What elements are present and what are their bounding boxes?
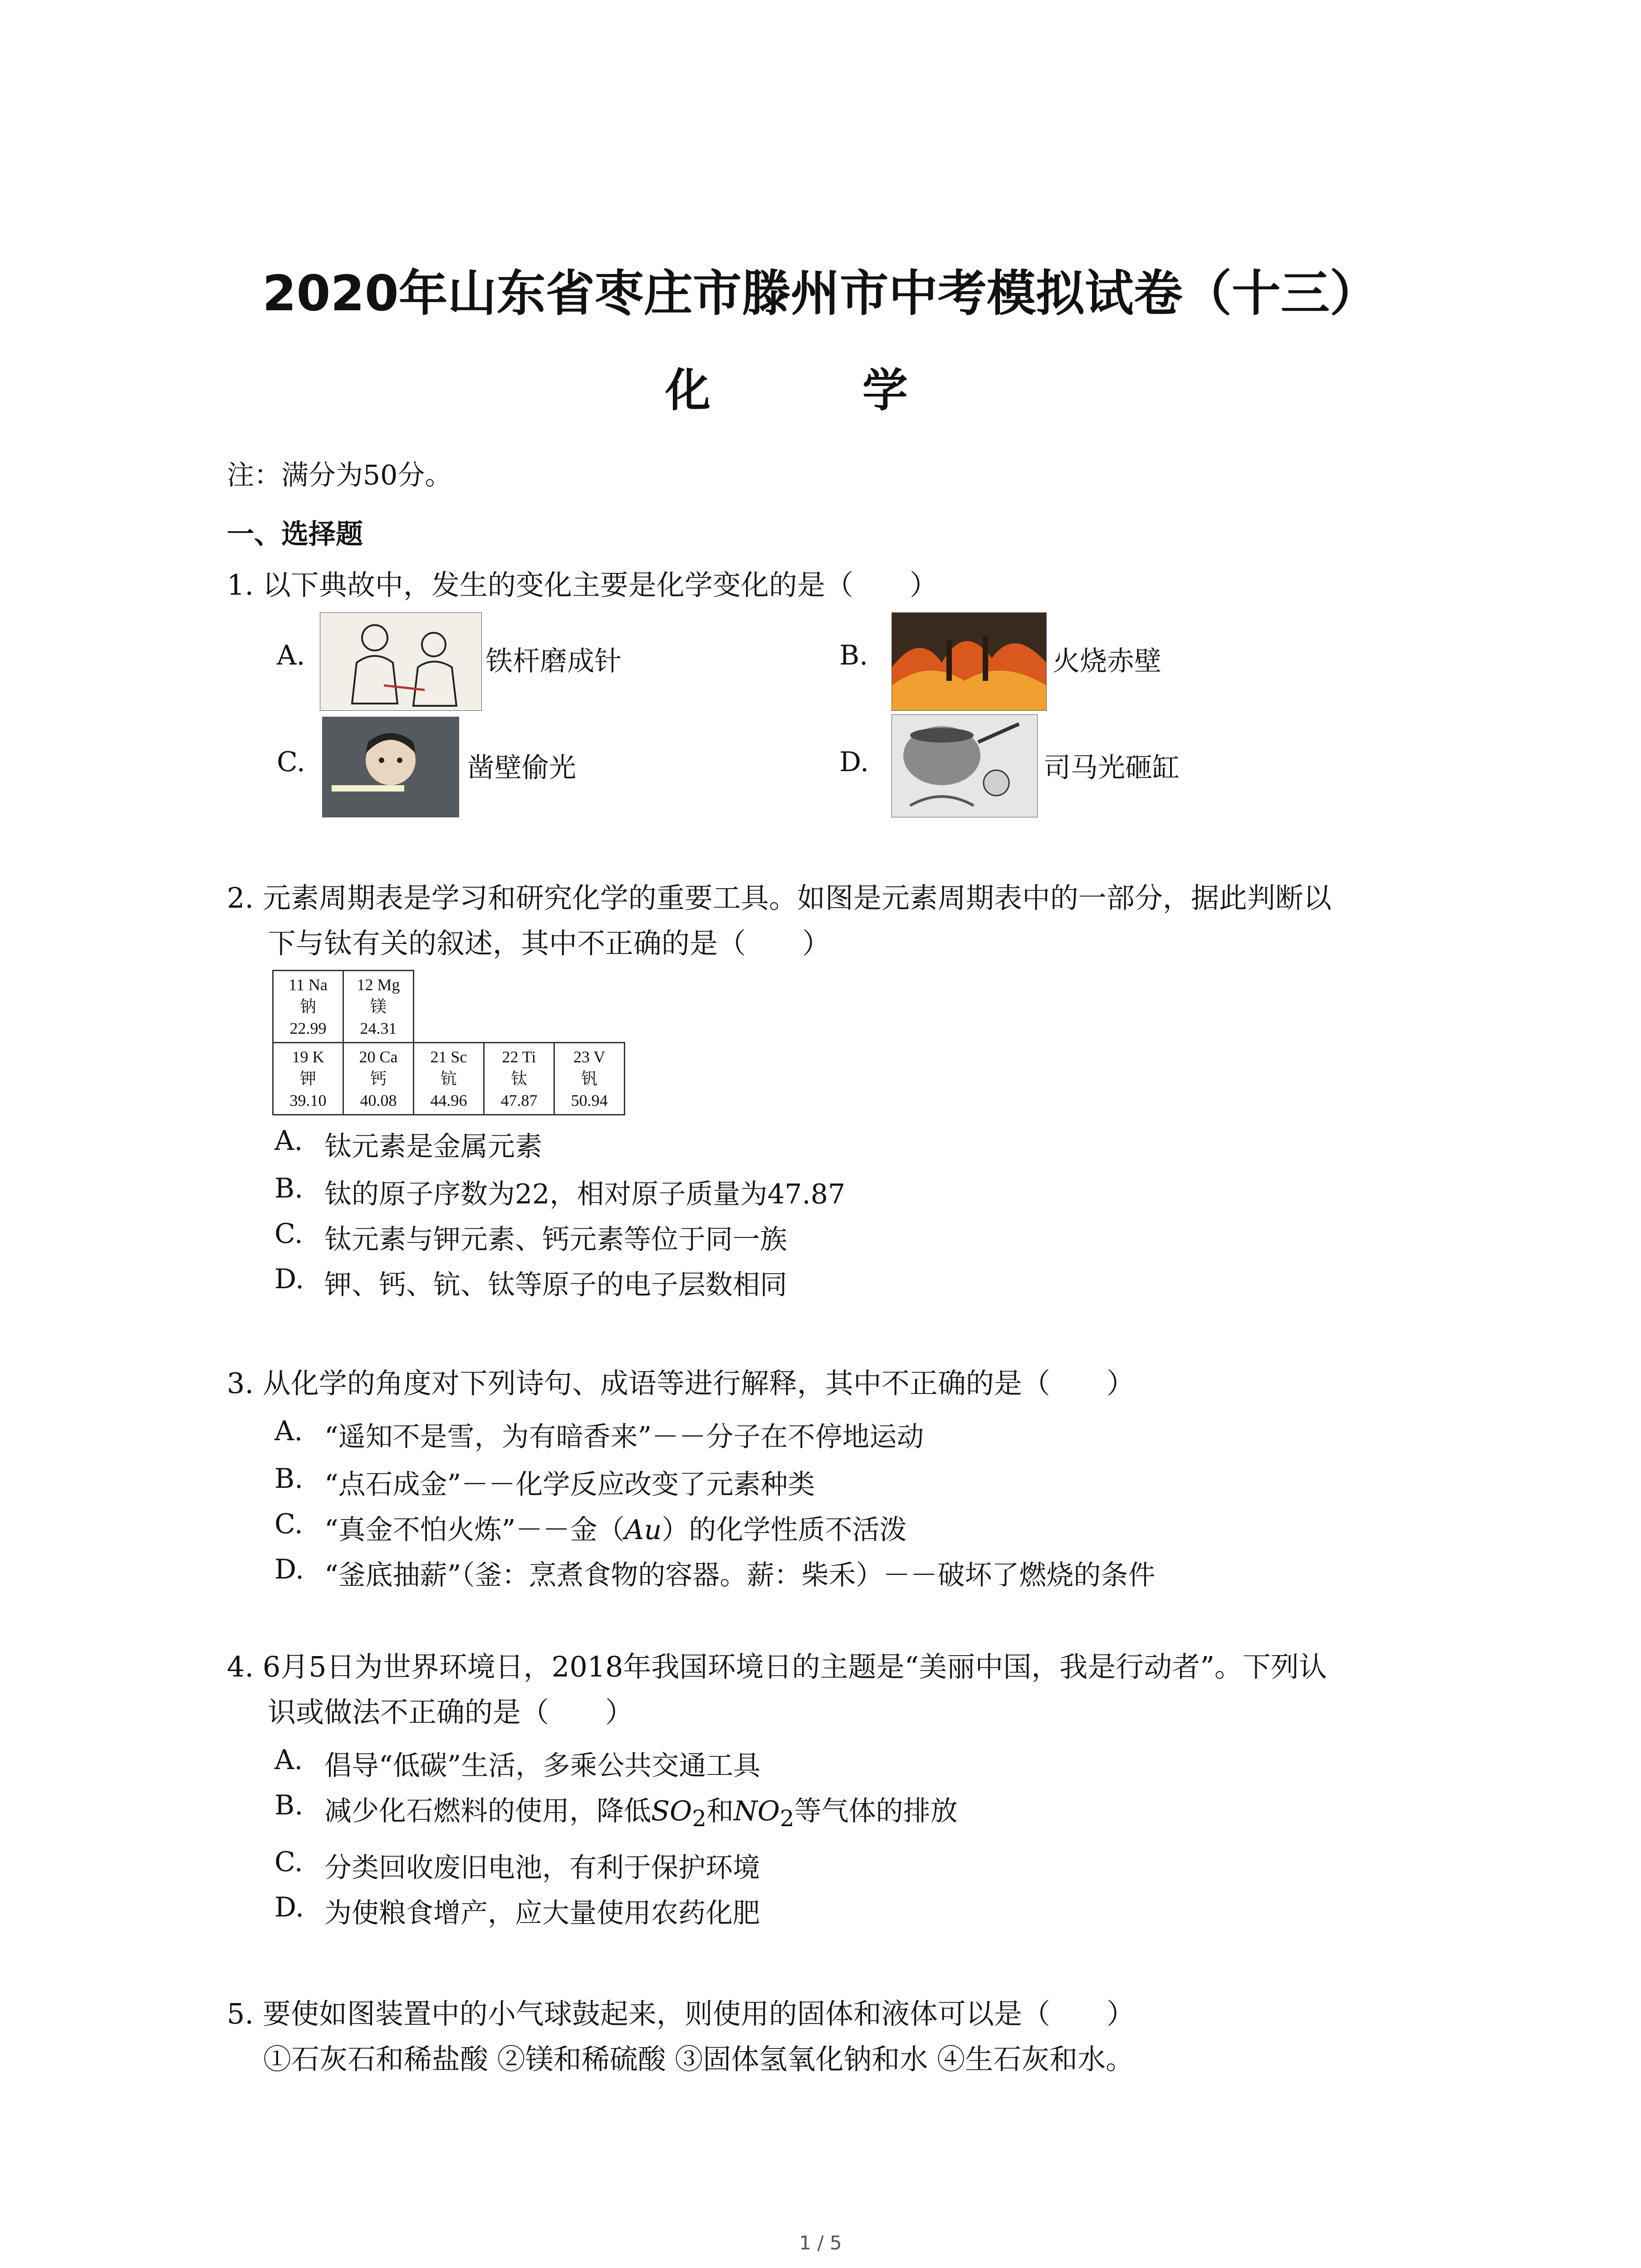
q2-option-a-text: 钛元素是金属元素 [324,1131,542,1163]
question-3-stem: 3. 从化学的角度对下列诗句、成语等进行解释，其中不正确的是（ ） [227,1367,1135,1400]
q3-option-d-letter: D. [274,1554,304,1585]
q1-option-c-illustration [322,717,459,817]
q1-option-d-text: 司马光砸缸 [1043,752,1180,784]
page-title: 2020年山东省枣庄市滕州市中考模拟试卷（十三） [262,265,1379,322]
q4-option-c-letter: C. [274,1846,303,1878]
page-subtitle: 化 学 [665,364,976,417]
q1-option-a-letter: A. [277,640,305,671]
q1-option-b-illustration [892,612,1047,711]
q4-option-d-letter: D. [274,1892,304,1923]
question-4-stem-line1: 4. 6月5日为世界环境日，2018年我国环境日的主题是“美丽中国，我是行动者”。下列认 [227,1650,1327,1683]
q4-option-b-text: 减少化石燃料的使用，降低$SO_2$和$NO_2$等气体的排放 [324,1795,958,1832]
page-number: 1 / 5 [799,2232,842,2254]
q2-option-a-letter: A. [274,1125,303,1157]
score-note: 注：满分为50分。 [227,459,452,491]
element-cell: 11 Na 钠 22.99 [273,971,343,1043]
q4-option-a-text: 倡导“低碳”生活，多乘公共交通工具 [324,1750,761,1782]
q4-option-d-text: 为使粮食增产，应大量使用农药化肥 [324,1897,760,1929]
section-heading: 一、选择题 [227,518,363,550]
q3-option-b-letter: B. [274,1463,304,1495]
element-cell: 22 Ti 钛 47.87 [484,1043,554,1115]
q1-option-c-letter: C. [277,746,305,778]
q1-option-b-text: 火烧赤壁 [1053,645,1161,677]
question-4-stem-line2: 识或做法不正确的是（ ） [268,1696,634,1729]
element-cell: 21 Sc 钪 44.96 [414,1043,484,1115]
q1-option-b-letter: B. [839,640,868,671]
periodic-table-fragment [272,970,625,1115]
q1-option-d-illustration [892,714,1038,817]
q4-option-c-text: 分类回收废旧电池，有利于保护环境 [324,1852,760,1884]
q2-option-d-text: 钾、钙、钪、钛等原子的电子层数相同 [324,1269,787,1301]
q1-option-a-text: 铁杆磨成针 [485,645,622,677]
q3-option-a-letter: A. [274,1415,303,1447]
q2-option-d-letter: D. [274,1263,304,1295]
q2-option-b-text: 钛的原子序数为22，相对原子质量为47.87 [324,1178,846,1210]
q3-option-c-letter: C. [274,1508,303,1540]
question-2-stem-line2: 下与钛有关的叙述，其中不正确的是（ ） [268,927,831,960]
question-1-stem: 1. 以下典故中，发生的变化主要是化学变化的是（ ） [227,568,938,601]
q1-option-d-letter: D. [839,746,869,778]
q1-option-c-text: 凿壁偷光 [467,752,576,784]
q2-option-b-letter: B. [274,1173,304,1204]
element-cell: 19 K 钾 39.10 [273,1043,343,1115]
q4-option-b-letter: B. [274,1789,304,1821]
q3-option-a-text: “遥知不是雪，为有暗香来”－－分子在不停地运动 [324,1421,924,1453]
element-cell: 20 Ca 钙 40.08 [343,1043,414,1115]
element-cell: 23 V 钒 50.94 [554,1043,625,1115]
q2-option-c-text: 钛元素与钾元素、钙元素等位于同一族 [324,1224,787,1256]
q2-option-c-letter: C. [274,1218,303,1250]
question-2-stem-line1: 2. 元素周期表是学习和研究化学的重要工具。如图是元素周期表中的一部分，据此判断以 [227,881,1332,914]
gold-symbol: Au [624,1514,662,1546]
q4-option-a-letter: A. [274,1744,303,1776]
q3-option-d-text: “釜底抽薪”（釜：烹煮食物的容器。薪：柴禾）－－破坏了燃烧的条件 [324,1559,1156,1591]
question-5-choices-line: ①石灰石和稀盐酸 ②镁和稀硫酸 ③固体氢氧化钠和水 ④生石灰和水。 [263,2043,1134,2076]
element-cell: 12 Mg 镁 24.31 [343,971,414,1043]
q3-option-c-text: “真金不怕火炼”－－金（Au）的化学性质不活泼 [324,1514,907,1546]
q1-option-a-illustration [320,612,482,711]
q3-option-b-text: “点石成金”－－化学反应改变了元素种类 [324,1469,815,1501]
question-5-stem: 5. 要使如图装置中的小气球鼓起来，则使用的固体和液体可以是（ ） [227,1997,1135,2030]
